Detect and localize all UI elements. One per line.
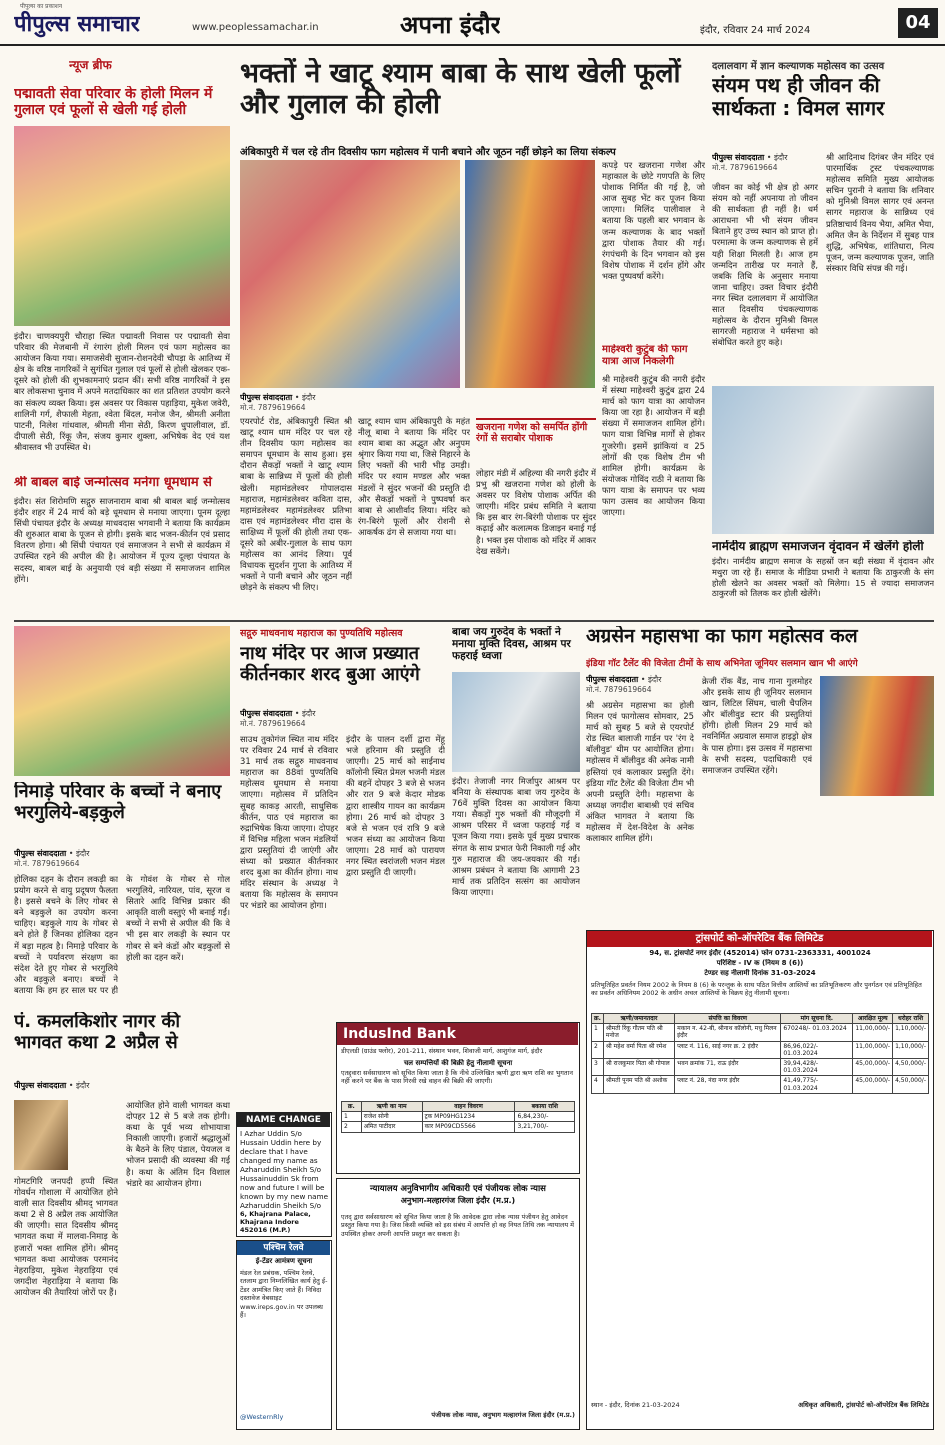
bank-ad-table	[591, 1013, 929, 1094]
indusind-table-cell: राजेश सोनी	[361, 1112, 422, 1122]
nimade-mobile: मो.नं. 7879619664	[14, 859, 80, 868]
court-notice-ad	[336, 1178, 580, 1430]
bank-table-col-header: आरक्षित मूल्य	[853, 1014, 893, 1024]
agrasen-mobile: मो.नं. 7879619664	[586, 685, 652, 694]
indusind-title: IndusInd Bank	[337, 1023, 578, 1045]
agrasen-body-2: क्रेजी रॉक बैंड, नाच गाना गुलमोहर और इसके साथ ही जूनियर सलमान खान, लिटिल सिंघम, चाली चैपलिन और बॉलीवुड स्टार की प्रस्तुतियां होंगी। होली मिलन 29 मार्च को नवनिर्मित अग्रवाल समाज हाइड्रो क्षेत्र के पास होगा। इस उत्सव में महासभा के सभी सदस्य, पदाधिकारी एवं समाजजन उपस्थित रहेंगे।	[702, 676, 812, 775]
bank-table-col-header: क्र.	[592, 1014, 604, 1024]
right-city: इंदौर	[774, 153, 788, 162]
agrasen-headline[interactable]: अग्रसेन महासभा का फाग महोत्सव कल	[586, 626, 858, 647]
nimade-headline[interactable]: निमाड़े परिवार के बच्चों ने बनाए भरगुलिये-बड़कुले	[14, 782, 222, 823]
bank-table-cell: श्रीमती पूनम पति श्री अशोक	[603, 1076, 674, 1093]
court-title: न्यायालय अनुविभागीय अधिकारी एवं पंजीयक लोक न्यास	[370, 1184, 546, 1194]
lead-photo-main	[240, 160, 460, 388]
lead-body-4: श्री माहेश्वरी कुटुंब की नगरी इंदौर में संस्था माहेश्वरी कुटुंब द्वारा 24 मार्च को फाग यात्रा का आयोजन किया जा रहा है। आयोजन में बड़ी संख्या में समाजजन शामिल होंगे। फाग यात्रा विभिन्न मार्गों से होकर गुजरेगी। इसमें झांकियां व 25 लोगों की एक विशेष टीम भी शामिल होगी। कार्यक्रम के संयोजक गोविंद राठी ने बताया कि फाग यात्रा के समापन पर भव्य फाग उत्सव का आयोजन किया जाएगा।	[602, 374, 705, 518]
bank-table-row	[592, 1076, 929, 1093]
section-title: अपना इंदौर	[400, 11, 501, 39]
lead-inset-body: लोहार मंडी में अहिल्या की नगरी इंदौर में प्रभु श्री खजराना गणेश को होली के अवसर पर विशेष पोशाक अर्पित की जाएगी। मंदिर प्रबंध समिति ने बताया कि इस बार रंग-बिरंगी पोशाक पर सुंदर कढ़ाई और कलात्मक डिजाइन बनाई गई है। भक्त इस पोशाक को मंदिर में आकर देख सकेंगे।	[476, 468, 596, 556]
bank-table-cell: प्लाट नं. 116, साई नगर क्र. 2 इंदौर	[675, 1041, 781, 1058]
nagar-byline-block: पीपुल्स संवाददाता • इंदौर	[14, 1081, 90, 1090]
lead-body-3: कपड़े पर खजराना गणेश और महाकाल के छोटे गणपति के लिए पोशाक निर्मित की गई है, जो आज सुबह भेंट कर पूजन किया जाएगा। मिलिंद पालीवाल ने बताया कि पहली बार भगवान के जन्म कल्याणक के बाद भक्तों द्वारा पोशाक तैयार की गई। रंगपंचमी के दिन भगवान को इस विशेष पोशाक में दर्शन होंगे और भक्त पुष्पवर्षा करेंगे।	[602, 160, 705, 281]
lead-photo-crowd	[465, 160, 595, 388]
horizontal-divider	[14, 620, 934, 622]
bank-ad-sub: परिशिष्ट - IV क (नियम 8 (6))	[716, 959, 804, 967]
bank-table-cell: श्री महेश वर्मा पिता श्री रमेश	[603, 1041, 674, 1058]
railway-sub: ई-टेंडर आमंत्रण सूचना	[255, 1257, 313, 1265]
railway-body: मंडल रेल प्रबंधक, पश्चिम रेलवे, रतलाम द्वारा निम्नलिखित कार्य हेतु ई-टेंडर आमंत्रित किए जाते हैं। निविदा दस्तावेज वेबसाइट www.ireps.gov.in पर उपलब्ध हैं।	[240, 1269, 328, 1320]
lead-byline-block: पीपुल्स संवाददाता • इंदौर मो.नं. 7879619664	[240, 392, 390, 413]
baba-story	[452, 626, 580, 1016]
brief-headline[interactable]: पद्मावती सेवा परिवार के होली मिलन में गुलाल एवं फूलों से खेली गई होली	[14, 86, 213, 119]
railway-ad	[236, 1240, 332, 1430]
bank-ad-sub2: टेण्डर सह नीलामी दिनांक 31-03-2024	[704, 969, 816, 977]
bank-ad-table-wrap	[591, 1013, 929, 1094]
nimade-body: होलिका दहन के दौरान लकड़ी का प्रयोग करने से वायु प्रदूषण फैलता है। इससे बचने के लिए गोबर से बने बड़कुले का उपयोग करना चाहिए। बड़कुले गाय के गोबर से बने होते हैं जिनका होलिका दहन में बड़ा महत्व है। निमाड़े परिवार के बच्चों ने पर्यावरण संरक्षण का संदेश देते हुए गोबर से भरगुलिये और बड़कुले बनाए। बच्चों ने बताया कि हम हर साल घर पर ही	[14, 874, 118, 994]
nagar-body-2: आयोजित होने वाली भागवत कथा दोपहर 12 से 5 बजे तक होगी। कथा के पूर्व भव्य शोभायात्रा निकाली जाएगी। हजारों श्रद्धालुओं के बैठने के लिए पंडाल, पेयजल व भोजन प्रसादी की व्यवस्था की गई है। कथा के अंतिम दिन विशाल भंडारे का आयोजन होगा।	[126, 1100, 230, 1188]
indusind-table-cell: 2	[342, 1122, 362, 1132]
bank-ad-intro: प्रतिभूतिहित प्रवर्तन नियम 2002 के नियम 8 (6) के परन्तुक के साथ पठित वित्तीय आस्तियों का प्रतिभूतिकरण और पुनर्गठन एवं प्रतिभूतिहित का प्रवर्तन अधिनियम 2002 के अधीन अचल आस्तियों के विक्रय हेतु नीलामी सूचना।	[591, 981, 922, 998]
brief-body-2: इंदौर। संत शिरोमणि सद्गुरु साजनाराम बाबा श्री बाबल बाई जन्मोत्सव इंदौर शहर में 24 मार्च को बड़े धूमधाम से मनाया जाएगा। पूनम दूल्हा सिंधी पंचायत इंदौर के अध्यक्ष माधवदास भगवानी ने बताया कि कार्यक्रम की शुरुआत बाबा के पूजन से होगी। इसके बाद भजन-कीर्तन एवं प्रसाद वितरण होगा। श्री सिंधी पंचायत एवं समाजजन ने सभी से कार्यक्रम में उपस्थित रहने की अपील की है। आयोजन में पूज्य दूल्हा पंचायत के सदस्य, बाबल बाई के अनुयायी एवं बड़ी संख्या में समाजजन शामिल होंगे।	[14, 496, 230, 584]
bank-table-cell: 4,50,000/-	[893, 1076, 929, 1093]
indusind-table-cell: अमित पाटीदार	[361, 1122, 422, 1132]
lead-subhead: अंबिकापुरी में चल रहे तीन दिवसीय फाग महोत्सव में पानी बचाने और जूठन नहीं छोड़ने का लिया संकल्प	[240, 147, 616, 158]
right-kicker: दलालवाग में ज्ञान कल्याणक महोत्सव का उत्सव	[712, 61, 885, 72]
indusind-table-cell: ट्रक MP09HG1234	[422, 1112, 515, 1122]
lead-subhead-2[interactable]: माहेश्वरी कुटुंब की फाग यात्रा आज निकलेगी	[602, 344, 688, 367]
agrasen-story	[586, 626, 934, 926]
court-body: एतद् द्वारा सर्वसाधारण को सूचित किया जाता है कि आवेदक द्वारा लोक न्यास पंजीयन हेतु आवेदन प्रस्तुत किया गया है। जिस किसी व्यक्ति को इस संबंध में आपत्ति हो वह नियत तिथि तक न्यायालय में उपस्थित होकर अपनी आपत्ति प्रस्तुत कर सकता है।	[341, 1213, 575, 1238]
lead-body-2: खाटू श्याम धाम अंबिकापुरी के महंत नीलू बाबा ने बताया कि मंदिर पर श्याम बाबा का अद्भुत और अनुपम श्रृंगार किया गया था, जिसे निहारने के लिए भक्तों की भारी भीड़ उमड़ी। मंदिर पर श्याम मण्डल और भक्त मंडलों ने सुंदर भजनों की प्रस्तुति दी और सैकड़ों भक्तों ने पुष्पवर्षा कर बाबा से आशीर्वाद लिया। मंदिर को रंग-बिरंगे फूलों और रोशनी से आकर्षक ढंग से सजाया गया था।	[358, 416, 470, 537]
bank-table-cell: 3	[592, 1058, 604, 1075]
nath-kicker: सद्गुरु माधवनाथ महाराज का पुण्यतिथि महोत्सव	[240, 628, 403, 639]
indusind-table-cell: कार MP09CD5566	[422, 1122, 515, 1132]
right-byline-block: पीपुल्स संवाददाता • इंदौर मो.नं. 7879619664	[712, 152, 832, 173]
indusind-table-col-header: वाहन विवरण	[422, 1102, 515, 1112]
agrasen-body: श्री अग्रसेन महासभा का होली मिलन एवं फागोत्सव सोमवार, 25 मार्च को सुबह 5 बजे से एयरपोर्ट रोड स्थित बालाजी गार्डन पर 'रंग दे बॉलीवुड' थीम पर आयोजित होगा। महोत्सव में बॉलीवुड की अनेक नामी हस्तियां एवं कलाकार प्रस्तुति देंगे। इंडिया गॉट टैलेंट की विजेता टीम भी अपनी प्रस्तुति देगी। महासभा के अध्यक्ष जगदीश बाबाश्री एवं सचिव अंकित भागवत ने बताया कि महोत्सव में देश-विदेश के अनेक कलाकार शामिल होंगे।	[586, 700, 694, 844]
indusind-table	[341, 1101, 575, 1133]
lead-inset-headline[interactable]: खजराना गणेश को समर्पित होंगी रंगों से सराबोर पोशाक	[476, 422, 588, 444]
name-change-address: 6, Khajrana Palace, Khajrana Indore 452016 (M.P.)	[240, 1211, 311, 1234]
bank-table-cell: भवन क्रमांक 71, राऊ इंदौर	[675, 1058, 781, 1075]
nath-mobile: मो.नं. 7879619664	[240, 719, 306, 728]
indusind-table-col-header: ऋणी का नाम	[361, 1102, 422, 1112]
bank-table-cell: 670248/- 01.03.2024	[781, 1024, 853, 1041]
bank-table-cell: 41,49,775/- 01.03.2024	[781, 1076, 853, 1093]
lead-story	[240, 56, 705, 616]
brief-photo	[14, 126, 230, 326]
lead-city: इंदौर	[302, 393, 316, 402]
bank-table-row	[592, 1024, 929, 1041]
indusind-table-wrap	[341, 1101, 575, 1133]
right-top-story	[712, 56, 934, 616]
agrasen-byline: पीपुल्स संवाददाता	[586, 675, 639, 684]
lead-headline[interactable]: भक्तों ने खाटू श्याम बाबा के साथ खेली फूलों और गुलाल की होली	[240, 58, 681, 121]
bank-table-col-header: धरोहर राशि	[893, 1014, 929, 1024]
baba-headline[interactable]: बाबा जय गुरुदेव के भक्तों ने मनाया मुक्ति दिवस, आश्रम पर फहराई ध्वजा	[452, 626, 571, 663]
indusind-notice: चल सम्पत्तियों की बिक्री हेतु नीलामी सूचना	[403, 1059, 513, 1067]
bank-table-cell: 86,96,022/- 01.03.2024	[781, 1041, 853, 1058]
right-byline: पीपुल्स संवाददाता	[712, 153, 765, 162]
court-sub: अनुभाग-मल्हारगंज जिला इंदौर (म.प्र.)	[400, 1196, 516, 1205]
name-change-body: I Azhar Uddin S/o Hussain Uddin here by declare that I have changed my name as Azharuddin Sheikh S/o Hussainuddin Sk from now and future I will be known by my new name Azharuddin Sheikh S/o	[240, 1129, 328, 1209]
brief-body: इंदौर। चाणक्यपुरी चौराहा स्थित पद्मावती निवास पर पद्मावती सेवा परिवार की मेजबानी में रंगारंग होली मिलन एवं फाग महोत्सव का आयोजन किया गया। समाजसेवी सुजान-रोशनदेवी चौपड़ा के आतिथ्य में क्षेत्र के वरिष्ठ नागरिकों ने सुगंधित गुलाल एवं फूलों से होली खेलकर एक-दूसरे को होली की शुभकामनाएं प्रदान कीं। सभी वरिष्ठ नागरिकों ने इस बार लोकसभा चुनाव में अपने मतदाधिकार का शत प्रतिशत उपयोग करने का संकल्प व्यक्त किया। इस अवसर पर विकास पहाड़िया, मुकेश जवेरी, शालिनी गर्ग, शैफाली मेहता, श्वेता बिंदल, मनोज जैन, श्रीमती अनीता पाटनी, निलेश गांधवाल, श्रीमती मीना सेठी, किरण धुपालीवाल, डॉ. दीपाली सेठी, रिंकू जैन, संजय कुमार शुक्ला, अभिषेक वेद एवं यश श्रीवास्तव भी उपस्थित थे।	[14, 331, 230, 452]
bank-table-cell: 1	[592, 1024, 604, 1041]
baba-photo	[452, 672, 580, 772]
nimade-city: इंदौर	[76, 849, 90, 858]
bank-table-cell: 2	[592, 1041, 604, 1058]
transport-bank-ad	[586, 930, 934, 1430]
bank-table-cell: 1,10,000/-	[893, 1024, 929, 1041]
nagar-story	[14, 1000, 230, 1430]
bank-table-cell: मकान न. 42-बी, श्रीनाथ कॉलोनी, मधु मिलन इंदौर	[675, 1024, 781, 1041]
newspaper-logo[interactable]: पीपुल्स समाचार	[14, 11, 140, 37]
bank-table-cell: 11,00,000/-	[853, 1024, 893, 1041]
right-body-2: श्री आदिनाथ दिगंबर जैन मंदिर एवं पारमार्थिक ट्रस्ट पंचकल्याणक महोत्सव समिति मुख्य आयोजक सचिन पुरानी ने बताया कि शनिवार को मुनिश्री विमल सागर एवं अनन्त सागर महाराज के सान्निध्य एवं प्रतिष्ठाचार्य विनय भैया, अमित भैया, अमित जैन के निर्देशन में सुबह पात्र शुद्धि, अभिषेक, शांतिधारा, नित्य पूजन, जन्म कल्याणक पूजन, जाति संस्कार विधि संपन्न की गई।	[826, 152, 934, 273]
nagar-byline: पीपुल्स संवाददाता	[14, 1081, 67, 1090]
railway-twitter[interactable]: @WesternRly	[240, 1413, 284, 1421]
bank-ad-footer: स्थान - इंदौर, दिनांक 21-03-2024	[591, 1401, 680, 1409]
nimade-photo	[14, 626, 230, 776]
logo-tagline: पीपुल्स का प्रकाशन	[20, 3, 63, 10]
masthead	[0, 0, 945, 46]
bank-table-cell: 39,94,428/- 01.03.2024	[781, 1058, 853, 1075]
indusind-table-row	[342, 1112, 575, 1122]
right-mobile: मो.नं. 7879619664	[712, 163, 778, 172]
indusind-table-cell: 1	[342, 1112, 362, 1122]
nagar-city: इंदौर	[76, 1081, 90, 1090]
indusind-ad	[336, 1022, 580, 1174]
nimade-byline-block: पीपुल्स संवाददाता • इंदौर मो.नं. 7879619664	[14, 848, 230, 869]
nimade-body-2: के गोवंश के गोबर से गोल भरगुलिये, नारियल, पांव, सूरज व सितारे आदि विभिन्न प्रकार की आकृति वाली वस्तुएं भी बनाई गईं। बच्चों ने सभी से अपील की कि वे भी इस बार लकड़ी के स्थान पर गोबर से बने कंडों और बड़कुलों से होली का दहन करें।	[126, 874, 230, 962]
bank-ad-title: ट्रांसपोर्ट को-ऑपरेटिव बैंक लिमिटेड	[587, 931, 932, 947]
indusind-table-cell: 3,21,700/-	[515, 1122, 575, 1132]
brief-headline-2[interactable]: श्री बाबल बाई जन्मोत्सव मनेगा धूमधाम से	[14, 476, 212, 490]
indusind-table-col-header: क्र.	[342, 1102, 362, 1112]
indusind-table-cell: 6,84,230/-	[515, 1112, 575, 1122]
bank-ad-address: 94, स. ट्रांसपोर्ट नगर इंदौर (452014) फोन 0731-2363331, 4001024	[649, 949, 871, 957]
nath-body: साउथ तुकोगंज स्थित नाथ मंदिर पर रविवार 24 मार्च से रविवार 31 मार्च तक सद्गुरु माधवनाथ महाराज का 88वां पुण्यतिथि महोत्सव धूमधाम से मनाया जाएगा। महोत्सव में प्रतिदिन सुबह काकड़ आरती, साधुसिक कीर्तन, पाठ एवं महाराज का रुद्राभिषेक किया जाएगा। दोपहर में विभिन्न महिला भजन मंडलियों द्वारा प्रस्तुतियां दी जाएंगी और संध्या को प्रख्यात कीर्तनकार शरद बुआ का कीर्तन होगा। नाथ मंदिर संस्थान के अध्यक्ष ने बताया कि महोत्सव के समापन पर भंडारे का आयोजन होगा।	[240, 734, 338, 911]
bank-table-cell: श्री राजकुमार पिता श्री गोपाल	[603, 1058, 674, 1075]
dateline: इंदौर, रविवार 24 मार्च 2024	[700, 25, 811, 36]
nath-story	[240, 626, 445, 1016]
nath-body-2: इंदौर के पालन दर्शी द्वारा मेंहू भजे हरिनाम की प्रस्तुति दी जाएगी। 25 मार्च को साईनाथ कॉलोनी स्थित प्रेमल भजनी मंडल की बहनें दोपहर 3 बजे से भजन और रात 9 बजे केदार मोडक द्वारा शास्त्रीय गायन का कार्यक्रम होगा। 26 मार्च को दोपहर 3 बजे से भजन एवं रात्रि 9 बजे भजन संध्या का आयोजन किया जाएगा। 28 मार्च को पारायण नगर स्थित स्वरांजली भजन मंडल द्वारा प्रस्तुति दी जाएगी।	[346, 734, 445, 878]
lead-mobile: मो.नं. 7879619664	[240, 403, 306, 412]
agrasen-city: इंदौर	[648, 675, 662, 684]
bank-table-row	[592, 1058, 929, 1075]
lead-body: एयरपोर्ट रोड, अंबिकापुरी स्थित श्री खाटू श्याम धाम मंदिर पर चल रहे तीन दिवसीय फाग महोत्सव का समापन धूमधाम के साथ हुआ। इस दौरान सैकड़ों भक्तों ने खाटू श्याम बाबा के सान्निध्य में फूलों की होली खेली। महामंडलेश्वर गोपालदास महाराज, महामंडलेश्वर कविता दास, महामंडलेश्वर महामंडलेश्वर प्रतिभा दास एवं महामंडलेश्वर मीरा दास के साक्षिध्य में फूलों की होली तथा एक-दूसरे को अबीर-गुलाल के साथ फाग महोत्सव का आनंद लिया। पूर्व विधायक सुदर्शन गुप्ता के आतिथ्य में भक्तों ने पानी बचाने और जूठन नहीं छोड़ने के संकल्प भी लिए।	[240, 416, 352, 593]
nimade-byline: पीपुल्स संवाददाता	[14, 849, 67, 858]
right-caption-body: इंदौर। नार्मदीय ब्राह्मण समाज के सहस्रों जन बड़ी संख्या में वृंदावन और मथुरा जा रहे हैं। समाज के मीडिया प्रभारी ने बताया कि ठाकुरजी के संग होली खेलने का अवसर भक्तों को मिलेगा। 15 से ज्यादा समाजजन ठाकुरजी को तिलक कर होली खेलेंगे।	[712, 556, 934, 599]
baba-body: इंदौर। तेजाजी नगर मिर्जापुर आश्रम पर बनिया के संस्थापक बाबा जय गुरुदेव के 76वें मुक्ति दिवस का आयोजन किया गया। सैकड़ों गुरु भक्तों की मौजूदगी में आश्रम परिसर में ध्वजा फहराई गई व पूजन किया गया। इसके पूर्व मुख्य प्रचारक संगत के साथ प्रभात फेरी निकाली गई और गुरु महाराज की जय-जयकार की गई। आश्रम प्रबंधन ने बताया कि आगामी 23 मार्च तक प्रतिदिन सत्संग का आयोजन किया जाएगा।	[452, 776, 580, 897]
name-change-title: NAME CHANGE	[237, 1113, 330, 1127]
nath-headline[interactable]: नाथ मंदिर पर आज प्रख्यात कीर्तनकार शरद बुआ आएंगे	[240, 644, 420, 685]
right-body: जीवन का कोई भी क्षेत्र हो अगर संयम को नहीं अपनाया तो जीवन की सार्थकता ही नहीं है। धर्म आराधना भी भी संयम जीवन बिताने हुए उच्च स्थान को प्राप्त हो। परमात्मा के जन्म कल्याणक से हमें यही शिक्षा मिलती है। आज हम जन्मदिन तारीख पर मनाते हैं, जबकि तिथि के अनुसार मनाया जाना चाहिए। उक्त विचार इंदौरी नगर स्थित दलालवाग में आयोजित सात दिवसीय पंचकल्याणक महोत्सव के दौरान मुनिश्री विमल सागरजी महाराज ने धर्मसभा को संबोधित करते हुए कहे।	[712, 182, 818, 348]
bank-table-cell: प्लाट नं. 28, नंदा नगर इंदौर	[675, 1076, 781, 1093]
indusind-table-row	[342, 1122, 575, 1132]
bank-table-col-header: ऋणी/जमानतदार	[603, 1014, 674, 1024]
bank-table-col-header: मांग सूचना दि.	[781, 1014, 853, 1024]
nath-byline-block: पीपुल्स संवाददाता • इंदौर मो.नं. 7879619664	[240, 708, 445, 729]
bank-table-col-header: संपत्ति का विवरण	[675, 1014, 781, 1024]
bank-table-cell: 45,00,000/-	[853, 1076, 893, 1093]
bank-ad-signature: अधिकृत अधिकारी, ट्रांसपोर्ट को-ऑपरेटिव बैंक लिमिटेड	[798, 1401, 929, 1409]
bank-table-cell: 4	[592, 1076, 604, 1093]
court-footer: पंजीयक लोक न्यास, अनुभाग मल्हारगंज जिला इंदौर (म.प्र.)	[431, 1411, 575, 1419]
nagar-body: गोमटगिरि जनपदी हप्पी स्थित गोवर्धन गोशाला में आयोजित होने वाली सात दिवसीय श्रीमद् भागवत कथा 2 से 8 अप्रैल तक आयोजित की जाएगी। सात दिवसीय श्रीमद् भागवत कथा में मालवा-निमाड़ के हजारों भक्त शामिल होंगे। श्रीमद् भागवत कथा आयोजक परमानंद नेहराड़िया, मुकेश नेहराड़िया एवं जगदीश नेहराड़िया ने बताया कि आयोजन की तैयारियां जोरों पर हैं।	[14, 1176, 118, 1297]
nimade-story	[14, 626, 230, 996]
nath-city: इंदौर	[302, 709, 316, 718]
indusind-table-col-header: बकाया राशि	[515, 1102, 575, 1112]
bank-table-cell: 45,00,000/-	[853, 1058, 893, 1075]
news-brief-label: न्यूज ब्रीफ	[69, 58, 112, 72]
right-photo-caption[interactable]: नार्मदीय ब्राह्मण समाजजन वृंदावन में खेलेंगे होली	[712, 540, 924, 553]
railway-title: पश्चिम रेलवे	[237, 1241, 330, 1255]
bank-table-row	[592, 1041, 929, 1058]
agrasen-photo	[820, 676, 934, 796]
bank-table-cell: 4,50,000/-	[893, 1058, 929, 1075]
lead-byline: पीपुल्स संवाददाता	[240, 393, 293, 402]
bank-table-cell: श्रीमती रिंकू गौतम पति श्री मनोज	[603, 1024, 674, 1041]
right-photo	[712, 386, 934, 534]
news-brief-column	[14, 56, 230, 616]
agrasen-subhead: इंडिया गॉट टैलेंट की विजेता टीमों के साथ अभिनेता जूनियर सलमान खान भी आएंगे	[586, 659, 858, 669]
lead-inset	[476, 418, 596, 468]
indusind-body: एतद्द्वारा सर्वसाधारण को सूचित किया जाता है कि नीचे उल्लिखित ऋणी द्वारा ऋण राशि का भुगतान नहीं करने पर बैंक के पास गिरवी रखे वाहन की बिक्री की जाएगी।	[341, 1069, 573, 1086]
agrasen-byline-block: पीपुल्स संवाददाता • इंदौर मो.नं. 7879619664	[586, 674, 736, 695]
nagar-portrait	[14, 1100, 68, 1170]
bank-table-cell: 11,00,000/-	[853, 1041, 893, 1058]
right-headline[interactable]: संयम पथ ही जीवन की सार्थकता : विमल सागर	[712, 74, 885, 120]
name-change-ad	[236, 1112, 332, 1237]
indusind-address: डीएलडी (ग्राउंड फ्लोर), 201-211, संस्थान भवन, शिवाजी मार्ग, आशुगंज मार्ग, इंदौर	[341, 1047, 543, 1055]
bank-table-cell: 1,10,000/-	[893, 1041, 929, 1058]
nagar-headline[interactable]: पं. कमलकिशोर नागर की भागवत कथा 2 अप्रैल से	[14, 1012, 181, 1053]
page-number: 04	[898, 8, 938, 38]
nath-byline: पीपुल्स संवाददाता	[240, 709, 293, 718]
website-url[interactable]: www.peoplessamachar.in	[192, 22, 319, 33]
